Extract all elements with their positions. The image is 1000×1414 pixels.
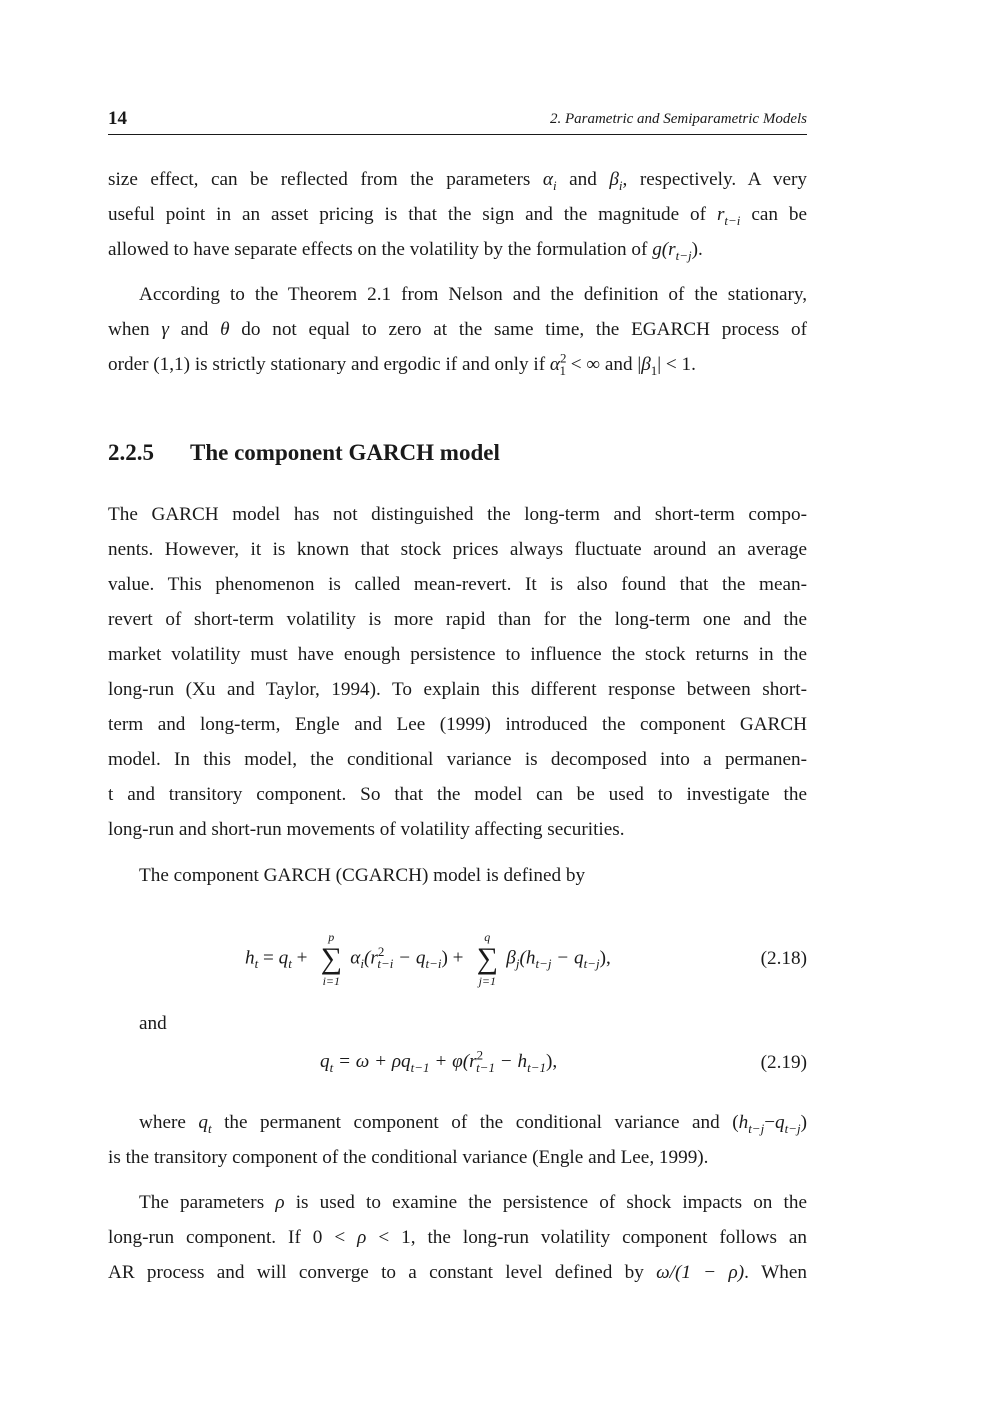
paragraph-3-line: revert of short-term volatility is more rapid than for the long-term one and the — [108, 609, 807, 630]
equation-number-2-19: (2.19) — [760, 1052, 807, 1073]
paragraph-6-line-2: long-run component. If 0 < ρ < 1, the long-run volatility component follows an — [108, 1227, 807, 1248]
paragraph-4: The component GARCH (CGARCH) model is defined by — [139, 865, 586, 886]
paragraph-2-line-3: order (1,1) is strictly stationary and ergodic if and only if $\alpha^2_1$ < ∞ and $|\beta_1| < 1$. — [108, 350, 696, 378]
paragraph-3-line: term and long-term, Engle and Lee (1999) introduced the component GARCH — [108, 714, 807, 735]
paragraph-1-line-1: size effect, can be reflected from the parameters $\alpha_i$ and $\beta_i$, respectively. A very — [108, 169, 807, 193]
paragraph-6-line-1: The parameters ρ is used to examine the persistence of shock impacts on the — [139, 1192, 807, 1213]
equation-number-2-18: (2.18) — [760, 948, 807, 969]
paragraph-1-line-2: useful point in an asset pricing is that the sign and the magnitude of $r_{t-i}$ can be — [108, 204, 807, 228]
paragraph-6-line-3: AR process and will converge to a constant level defined by ω/(1 − ρ). When — [108, 1262, 807, 1283]
section-number: 2.2.5 — [108, 440, 154, 465]
paragraph-5-line-2: is the transitory component of the conditional variance (Engle and Lee, 1999). — [108, 1147, 709, 1168]
equation-2-19: $q_t = \omega + \rho q_{t-1} + \varphi(r^2_{t-1} - h_{t-1})$, — [320, 1047, 558, 1075]
paragraph-2-line-1: According to the Theorem 2.1 from Nelson and the definition of the stationary, — [139, 284, 807, 305]
running-header — [108, 108, 807, 135]
paragraph-2-line-2: when γ and θ do not equal to zero at the same time, the EGARCH process of — [108, 319, 807, 340]
paragraph-3-line: long-run and short-run movements of volatility affecting securities. — [108, 819, 625, 840]
paragraph-3-line: The GARCH model has not distinguished the long-term and short-term compo- — [108, 504, 807, 525]
page-number: 14 — [108, 108, 127, 129]
section-heading — [108, 440, 500, 466]
paragraph-5-line-1: where $q_t$ the permanent component of the conditional variance and $(h_{t-j}-q_{t-j})$ — [139, 1112, 807, 1136]
section-title: The component GARCH model — [190, 440, 500, 465]
chapter-title: 2. Parametric and Semiparametric Models — [549, 111, 807, 127]
equation-2-18: $h_t = q_t$ + p ∑ i=1 $\alpha_i(r^2_{t-i} - q_{t-i})$ + q ∑ j=1 $\beta_j(h_{t-j} - q_{t-j})$, — [245, 930, 611, 988]
paragraph-3-line: market volatility must have enough persistence to influence the stock returns in the — [108, 644, 807, 665]
paragraph-3-line: nents. However, it is known that stock prices always fluctuate around an average — [108, 539, 807, 560]
paragraph-3-line: long-run (Xu and Taylor, 1994). To explain this different response between short- — [108, 679, 807, 700]
paragraph-3-line: value. This phenomenon is called mean-revert. It is also found that the mean- — [108, 574, 807, 595]
summation-j: q ∑ j=1 — [476, 930, 498, 988]
paragraph-3-line: t and transitory component. So that the model can be used to investigate the — [108, 784, 807, 805]
summation-i: p ∑ i=1 — [320, 930, 342, 988]
paragraph-3-line: model. In this model, the conditional variance is decomposed into a permanen- — [108, 749, 807, 770]
and-connector: and — [139, 1013, 167, 1034]
paragraph-1-line-3: allowed to have separate effects on the volatility by the formulation of $g(r_{t-j})$. — [108, 239, 703, 263]
